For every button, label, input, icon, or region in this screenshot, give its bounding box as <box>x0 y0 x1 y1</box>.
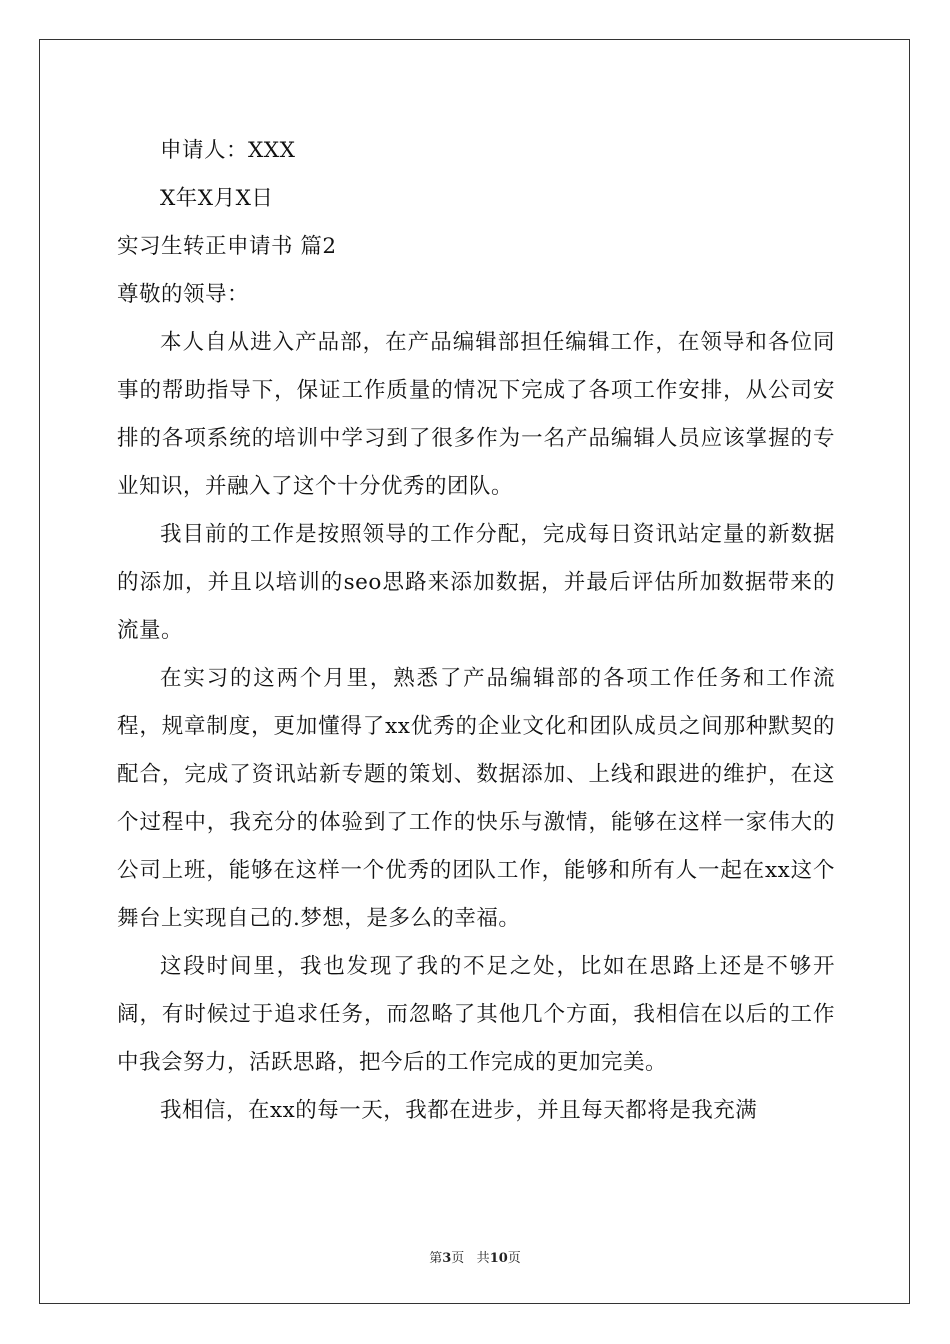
salutation: 尊敬的领导： <box>117 282 250 307</box>
date-line: X年X月X日 <box>160 186 274 211</box>
document-body <box>117 127 835 1135</box>
footer-page-current: 3 <box>442 1251 452 1266</box>
paragraph-2: 我目前的工作是按照领导的工作分配，完成每日资讯站定量的新数据的添加，并且以培训的seo思路来添加数据，并最后评估所加数据带来的流量。 <box>117 522 835 643</box>
footer-page-prefix: 第 <box>429 1251 443 1266</box>
footer-page-suffix: 页 <box>451 1251 465 1266</box>
paragraph-5: 我相信，在xx的每一天，我都在进步，并且每天都将是我充满 <box>160 1098 758 1123</box>
footer-total-prefix: 共 <box>476 1251 490 1266</box>
signature-line: 申请人：XXX <box>160 138 296 163</box>
paragraph-3: 在实习的这两个月里，熟悉了产品编辑部的各项工作任务和工作流程，规章制度，更加懂得了xx优秀的企业文化和团队成员之间那种默契的配合，完成了资讯站新专题的策划、数据添加、上线和跟进的维护，在这个过程中，我充分的体验到了工作的快乐与激情，能够在这样一家伟大的公司上班，能够在这样一个优秀的团队工作，能够和所有人一起在xx这个舞台上实现自己的.梦想，是多么的幸福。 <box>117 666 835 931</box>
paragraph-4: 这段时间里，我也发现了我的不足之处，比如在思路上还是不够开阔，有时候过于追求任务，而忽略了其他几个方面，我相信在以后的工作中我会努力，活跃思路，把今后的工作完成的更加完美。 <box>117 954 835 1075</box>
page-footer <box>0 1247 950 1266</box>
document-title: 实习生转正申请书 篇2 <box>117 234 337 259</box>
footer-total-suffix: 页 <box>507 1251 521 1266</box>
paragraph-1: 本人自从进入产品部，在产品编辑部担任编辑工作，在领导和各位同事的帮助指导下，保证工作质量的情况下完成了各项工作安排，从公司安排的各项系统的培训中学习到了很多作为一名产品编辑人员应该掌握的专业知识，并融入了这个十分优秀的团队。 <box>117 330 835 499</box>
footer-page-total: 10 <box>489 1251 508 1266</box>
